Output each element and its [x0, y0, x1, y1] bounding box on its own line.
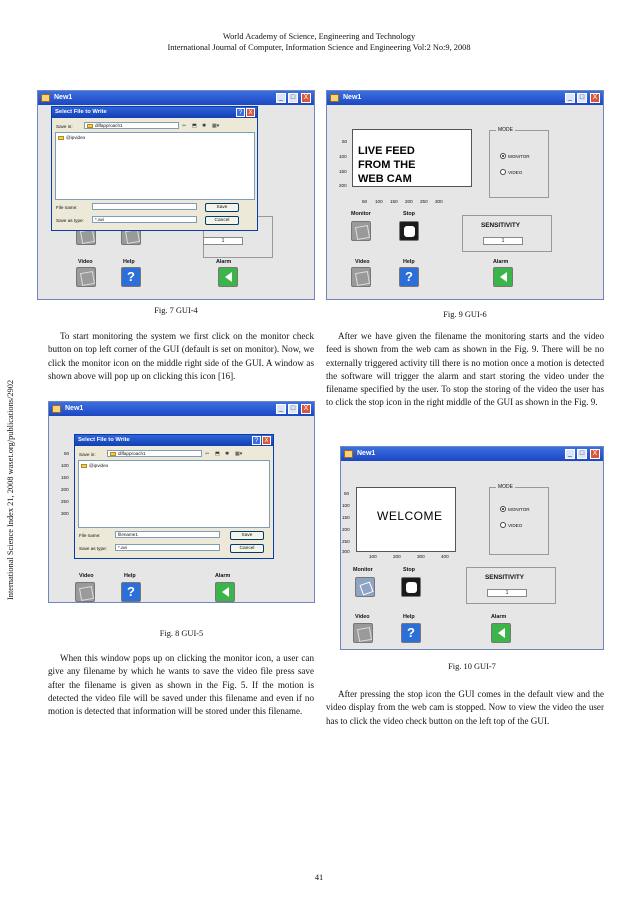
- app-icon: [330, 94, 339, 102]
- mode-title: MODE: [498, 484, 513, 490]
- save-as-type-select[interactable]: [115, 544, 220, 551]
- help-label: Help: [403, 614, 415, 620]
- fig10-caption: Fig. 10 GUI-7: [448, 662, 496, 671]
- sensitivity-panel: [462, 215, 552, 252]
- app-icon: [52, 405, 61, 413]
- sensitivity-input[interactable]: 1: [483, 237, 523, 245]
- monitor-icon-button[interactable]: [351, 221, 371, 241]
- x-tick: 300: [435, 199, 443, 204]
- mode-video-label: VIDEO: [508, 169, 523, 175]
- folder-item-label: @ipvideo: [89, 463, 109, 468]
- sensitivity-input[interactable]: 1: [487, 589, 527, 597]
- y-tick: 200: [342, 527, 350, 532]
- journal-name: World Academy of Science, Engineering and Technology: [222, 32, 416, 41]
- file-name-input[interactable]: filename1: [115, 531, 220, 538]
- window-titlebar: [49, 402, 314, 416]
- file-name-input[interactable]: [92, 203, 197, 210]
- sensitivity-title: SENSITIVITY: [481, 222, 521, 229]
- mode-monitor-radio[interactable]: [500, 506, 530, 512]
- close-button[interactable]: X: [301, 93, 311, 103]
- help-label: Help: [403, 259, 415, 265]
- mode-monitor-radio[interactable]: [500, 153, 530, 159]
- y-tick: 200: [61, 487, 69, 492]
- mode-monitor-label: MONITOR: [508, 153, 530, 159]
- x-tick: 100: [375, 199, 383, 204]
- maximize-button[interactable]: □: [288, 404, 298, 414]
- new-folder-icon[interactable]: ✱: [225, 451, 230, 457]
- y-tick: 250: [342, 539, 350, 544]
- folder-item-label: @ipvideo: [66, 135, 86, 140]
- maximize-button[interactable]: □: [288, 93, 298, 103]
- minimize-button[interactable]: _: [565, 93, 575, 103]
- save-as-type-value: *.avi: [118, 545, 127, 550]
- dialog-help-button[interactable]: ?: [236, 108, 245, 117]
- x-tick: 50: [362, 199, 368, 204]
- alarm-label: Alarm: [215, 573, 231, 579]
- save-in-select[interactable]: [84, 122, 179, 129]
- save-as-type-select[interactable]: [92, 216, 197, 223]
- video-label: Video: [79, 573, 94, 579]
- x-tick: 200: [393, 554, 401, 559]
- alarm-icon-button[interactable]: [491, 623, 511, 643]
- x-tick: 250: [420, 199, 428, 204]
- x-tick: 150: [390, 199, 398, 204]
- paragraph-1: To start monitoring the system we first click on the monitor check button on top left corner of the GUI (default is set on monitor). Now, we click the monitor icon on the middle right side of the GUI. A window as shown above will pop up on clicking this icon [16].: [48, 331, 314, 381]
- y-tick: 50: [64, 451, 70, 456]
- folder-icon: [81, 464, 87, 468]
- paragraph-4: After pressing the stop icon the GUI comes in the default view and the video display from the web cam is stopped. Now to view the video the user has to click the video check button on the left top of the GUI.: [326, 689, 604, 726]
- x-tick: 300: [417, 554, 425, 559]
- x-tick: 200: [405, 199, 413, 204]
- journal-subtitle: International Journal of Computer, Information Science and Engineering Vol:2 No:9, 2008: [167, 43, 471, 52]
- close-button[interactable]: X: [590, 449, 600, 459]
- window-titlebar: [327, 91, 603, 105]
- alarm-label: Alarm: [216, 259, 232, 265]
- fig9-caption: Fig. 9 GUI-6: [443, 310, 487, 319]
- new-folder-icon[interactable]: ✱: [202, 123, 207, 129]
- view-menu-icon[interactable]: ▦▾: [212, 123, 220, 129]
- file-name-label: File name:: [56, 205, 78, 210]
- live-feed-line-2: FROM THE: [358, 159, 416, 171]
- y-tick: 100: [339, 154, 347, 159]
- save-as-type-label: Save as type:: [56, 218, 84, 223]
- window-title: New1: [357, 450, 376, 457]
- stop-icon-button[interactable]: [401, 577, 421, 597]
- monitor-icon-button[interactable]: [355, 577, 375, 597]
- alarm-icon-button[interactable]: [493, 267, 513, 287]
- sensitivity-panel: [466, 567, 556, 604]
- window-title: New1: [65, 405, 84, 412]
- folder-icon: [58, 136, 64, 140]
- select-file-dialog: [51, 106, 258, 231]
- y-tick: 150: [339, 169, 347, 174]
- radio-icon: [500, 169, 506, 175]
- sensitivity-input[interactable]: 1: [203, 237, 243, 245]
- video-label: Video: [355, 614, 370, 620]
- file-list[interactable]: [78, 460, 270, 528]
- help-label: Help: [123, 259, 135, 265]
- minimize-button[interactable]: _: [565, 449, 575, 459]
- x-tick: 100: [369, 554, 377, 559]
- dialog-close-button[interactable]: X: [262, 436, 271, 445]
- radio-selected-icon: [500, 506, 506, 512]
- help-icon-button[interactable]: ?: [399, 267, 419, 287]
- mode-panel: [489, 484, 549, 555]
- figure-gui-4: [37, 90, 315, 300]
- welcome-text: WELCOME: [377, 509, 443, 523]
- save-in-label: Save in:: [79, 452, 96, 457]
- minimize-button[interactable]: _: [276, 93, 286, 103]
- cancel-button[interactable]: Cancel: [205, 216, 239, 225]
- y-tick: 50: [342, 139, 348, 144]
- alarm-label: Alarm: [491, 614, 507, 620]
- save-in-label: Save in:: [56, 124, 73, 129]
- file-list[interactable]: [55, 132, 255, 200]
- alarm-icon-button[interactable]: [218, 267, 238, 287]
- paragraph-3: After we have given the filename the monitoring starts and the video feed is shown from the web cam as shown in the Fig. 9. There will be no externally triggered activity till there is no motion once a motion is detected the software will trigger the alarm and start storing the video under the filename specified by the user. To stop the storing of the video the user has to click the stop icon in the right middle of the GUI as shown in the Fig. 9.: [326, 331, 604, 408]
- up-folder-icon[interactable]: ⬒: [192, 123, 197, 129]
- radio-selected-icon: [500, 153, 506, 159]
- save-button[interactable]: Save: [230, 531, 264, 540]
- sensitivity-title: SENSITIVITY: [485, 574, 525, 581]
- folder-icon: [87, 124, 93, 128]
- save-in-select[interactable]: [107, 450, 202, 457]
- close-button[interactable]: X: [301, 404, 311, 414]
- y-tick: 150: [61, 475, 69, 480]
- dialog-title: Select File to Write: [75, 435, 273, 446]
- video-label: Video: [355, 259, 370, 265]
- dialog-title: Select File to Write: [52, 107, 257, 118]
- y-tick: 100: [61, 463, 69, 468]
- help-icon-button[interactable]: ?: [121, 582, 141, 602]
- up-folder-icon[interactable]: ⬒: [215, 451, 220, 457]
- folder-item[interactable]: [81, 463, 108, 468]
- fig8-caption: Fig. 8 GUI-5: [159, 629, 204, 638]
- back-icon[interactable]: ⇦: [205, 451, 210, 457]
- paragraph-2: When this window pops up on clicking the monitor icon, a user can give any filename by which he wants to save the video file press save after the filename is given as shown in the Fig. 5. If the motion is detected the video file will be saved under this filename and even if no motion is detected that information will be stored under this filename.: [48, 653, 314, 717]
- view-menu-icon[interactable]: ▦▾: [235, 451, 243, 457]
- alarm-label: Alarm: [493, 259, 509, 265]
- save-in-value: dllfapproach1: [118, 451, 146, 456]
- window-titlebar: [341, 447, 603, 461]
- cancel-button[interactable]: Cancel: [230, 544, 264, 553]
- alarm-icon-button[interactable]: [215, 582, 235, 602]
- mode-video-label: VIDEO: [508, 522, 523, 528]
- dialog-close-button[interactable]: X: [246, 108, 255, 117]
- video-display-axes: [356, 487, 456, 552]
- y-tick: 300: [61, 511, 69, 516]
- live-feed-line-3: WEB CAM: [358, 173, 412, 185]
- video-icon-button[interactable]: [75, 582, 95, 602]
- y-tick: 100: [342, 503, 350, 508]
- side-index-text: International Science Index 21, 2008 waset.org/publications/2902: [6, 379, 15, 600]
- monitor-label: Monitor: [351, 211, 371, 217]
- figure-gui-5: [48, 401, 315, 603]
- mode-video-radio[interactable]: [500, 169, 522, 175]
- window-title: New1: [343, 94, 362, 101]
- stop-icon-button[interactable]: [399, 221, 419, 241]
- select-file-dialog: [74, 434, 274, 559]
- dialog-help-button[interactable]: ?: [252, 436, 261, 445]
- mode-title: MODE: [498, 127, 513, 133]
- y-tick: 300: [342, 549, 350, 554]
- back-icon[interactable]: ⇦: [182, 123, 187, 129]
- y-tick: 150: [342, 515, 350, 520]
- window-title: New1: [54, 94, 73, 101]
- save-as-type-value: *.avi: [95, 217, 104, 222]
- help-icon-button[interactable]: ?: [401, 623, 421, 643]
- maximize-button[interactable]: □: [577, 93, 587, 103]
- mode-monitor-label: MONITOR: [508, 506, 530, 512]
- radio-icon: [500, 522, 506, 528]
- mode-video-radio[interactable]: [500, 522, 522, 528]
- page-number: 41: [314, 873, 324, 882]
- close-button[interactable]: X: [590, 93, 600, 103]
- folder-item[interactable]: [58, 135, 85, 140]
- folder-icon: [110, 452, 116, 456]
- file-name-label: File name:: [79, 533, 101, 538]
- stop-label: Stop: [403, 567, 415, 573]
- minimize-button[interactable]: _: [276, 404, 286, 414]
- live-feed-line-1: LIVE FEED: [358, 145, 415, 157]
- video-icon-button[interactable]: [76, 267, 96, 287]
- fig7-caption: Fig. 7 GUI-4: [154, 306, 198, 315]
- app-icon: [41, 94, 50, 102]
- window-titlebar: [38, 91, 314, 105]
- save-in-value: dllfapproach1: [95, 123, 123, 128]
- video-label: Video: [78, 259, 93, 265]
- figure-gui-6: [326, 90, 604, 300]
- y-tick: 200: [339, 183, 347, 188]
- figure-gui-7: [340, 446, 604, 650]
- help-label: Help: [124, 573, 136, 579]
- mode-panel: [489, 127, 549, 198]
- x-tick: 400: [441, 554, 449, 559]
- y-tick: 250: [61, 499, 69, 504]
- save-as-type-label: Save as type:: [79, 546, 107, 551]
- help-icon-button[interactable]: ?: [121, 267, 141, 287]
- video-icon-button[interactable]: [353, 623, 373, 643]
- save-button[interactable]: Save: [205, 203, 239, 212]
- video-display-axes: [352, 129, 472, 187]
- video-icon-button[interactable]: [351, 267, 371, 287]
- y-tick: 50: [344, 491, 350, 496]
- stop-label: Stop: [403, 211, 415, 217]
- maximize-button[interactable]: □: [577, 449, 587, 459]
- app-icon: [344, 450, 353, 458]
- monitor-label: Monitor: [353, 567, 373, 573]
